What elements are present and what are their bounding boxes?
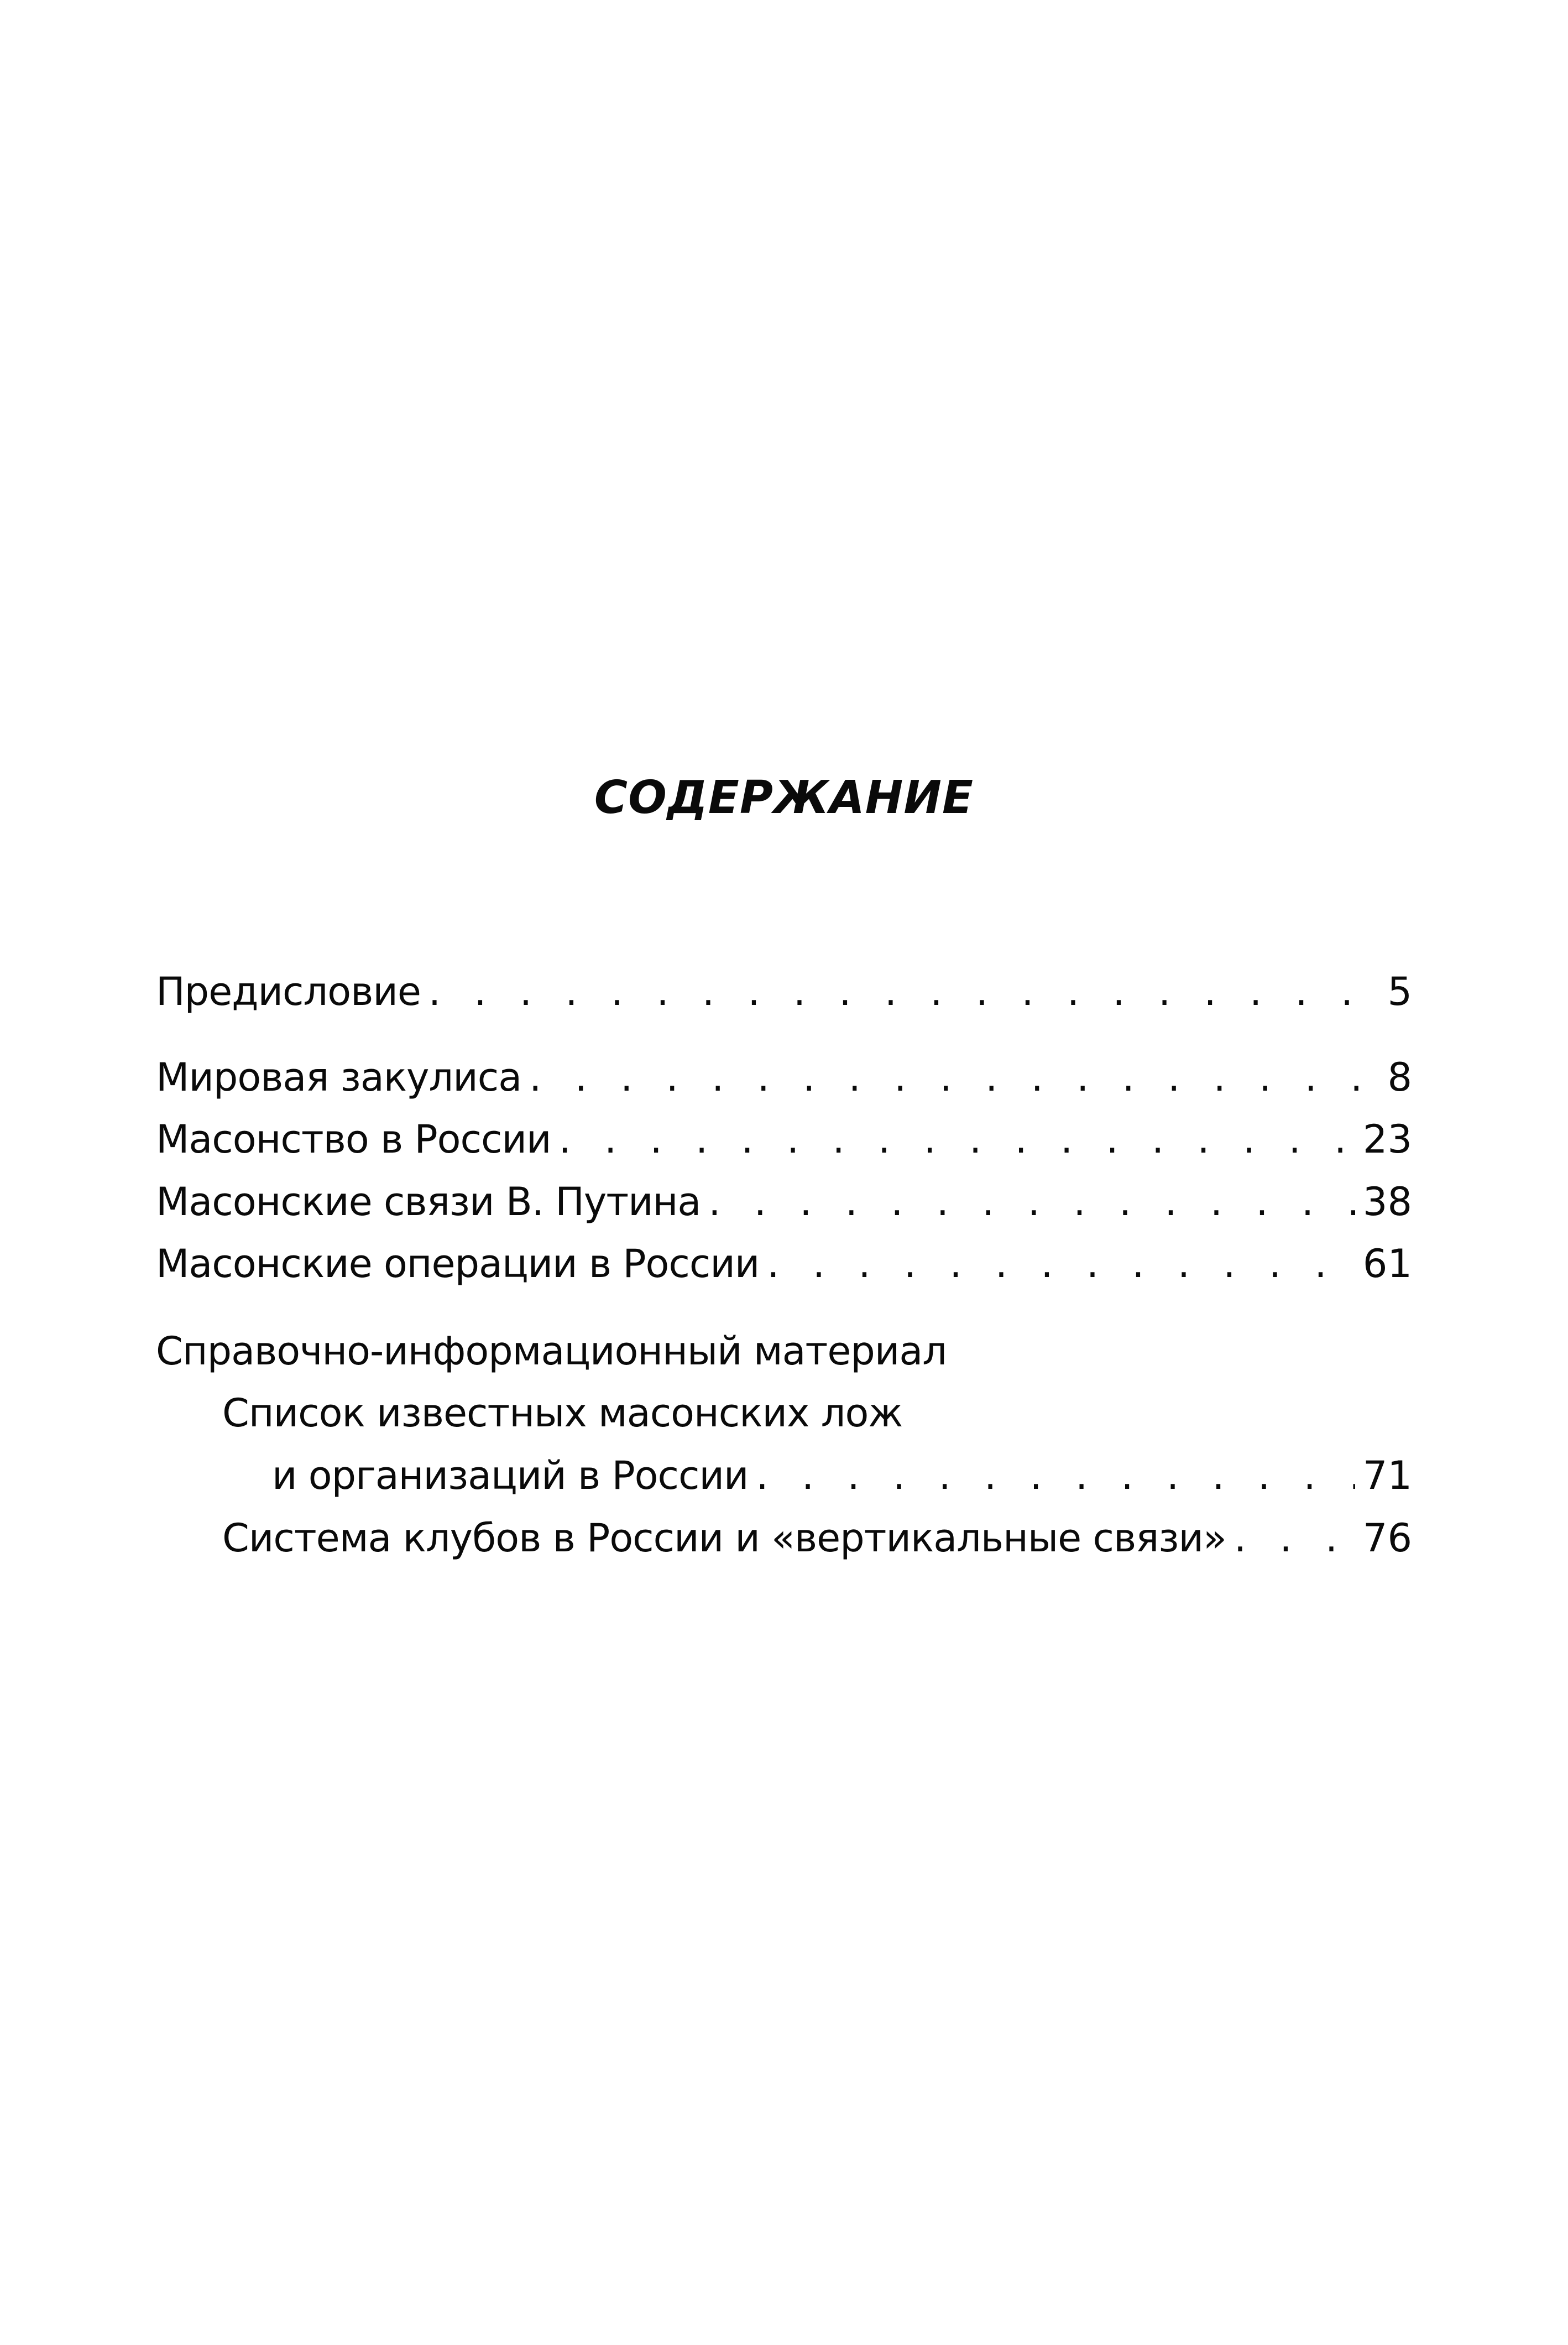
toc-entry-page: 61 — [1362, 1241, 1412, 1286]
toc-subentry-title-line1: Список известных масонских лож — [222, 1390, 903, 1436]
toc-entry-title: Масонские операции в России — [156, 1241, 760, 1286]
toc-entry-page: 38 — [1362, 1179, 1412, 1224]
toc-entry — [156, 1237, 1412, 1290]
table-of-contents — [156, 0, 1412, 2345]
dot-leader — [756, 1449, 1355, 1502]
toc-entry-title: Масонские связи В. Путина — [156, 1179, 701, 1224]
toc-subentry-title-line2: и организаций в России — [272, 1453, 749, 1498]
toc-entry — [156, 1113, 1412, 1166]
toc-entry-page: 8 — [1387, 1055, 1412, 1100]
dot-leader — [767, 1237, 1355, 1290]
toc-entry-title: Предисловие — [156, 969, 421, 1014]
toc-entry-title: Мировая закулиса — [156, 1055, 522, 1100]
dot-leader — [529, 1051, 1379, 1104]
toc-entry-page: 71 — [1362, 1453, 1412, 1498]
toc-entry — [156, 1051, 1412, 1104]
toc-entry-page: 5 — [1387, 969, 1412, 1014]
toc-entry — [156, 965, 1412, 1018]
dot-leader — [1234, 1512, 1355, 1565]
page-title: СОДЕРЖАНИЕ — [594, 772, 974, 824]
toc-entry-title: Масонство в России — [156, 1117, 551, 1162]
toc-entry — [156, 1175, 1412, 1228]
toc-entry-page: 23 — [1362, 1117, 1412, 1162]
toc-subentry — [272, 1449, 1412, 1502]
dot-leader — [558, 1113, 1355, 1166]
toc-entry-page: 76 — [1362, 1515, 1412, 1561]
toc-subentry — [222, 1512, 1412, 1565]
toc-subentry-title: Система клубов в России и «вертикальные связи» — [222, 1515, 1226, 1561]
dot-leader — [428, 965, 1380, 1018]
dot-leader — [708, 1175, 1355, 1228]
toc-section-heading: Справочно-информационный материал — [156, 1328, 947, 1374]
